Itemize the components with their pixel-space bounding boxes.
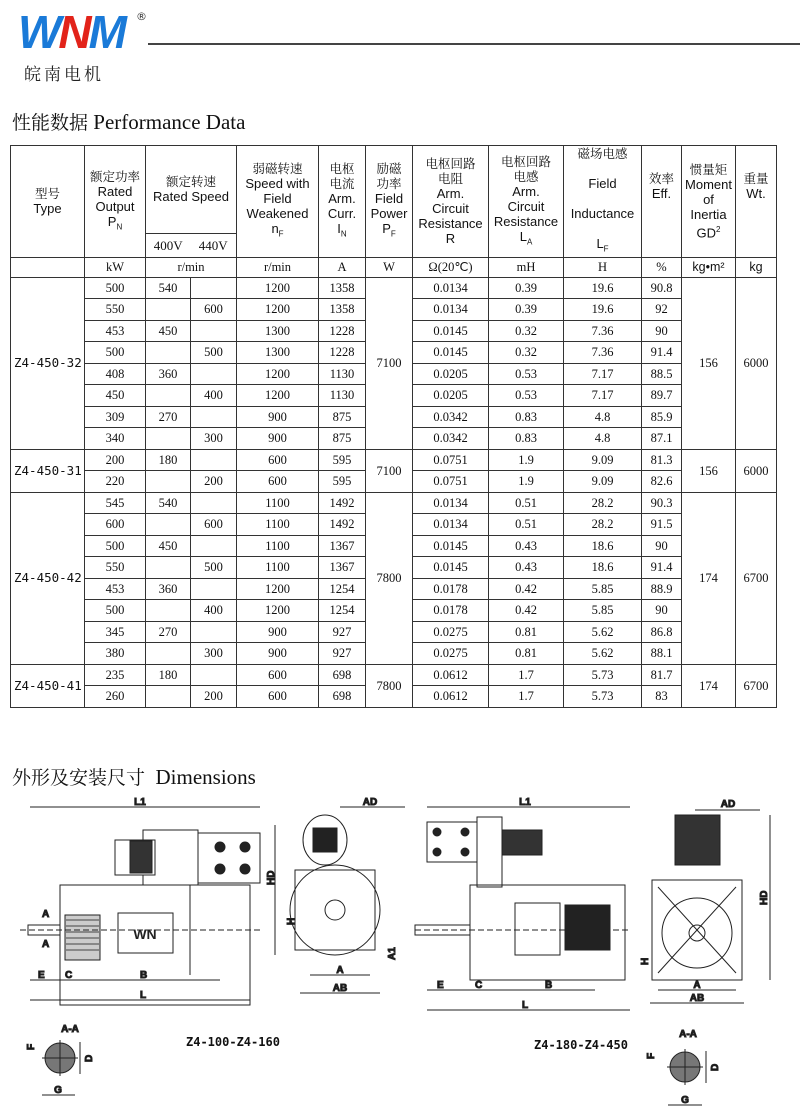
cell-field-inductance: 19.6: [564, 299, 642, 321]
cell-speed-400v: [146, 299, 191, 321]
cell-field-inductance: 7.36: [564, 320, 642, 342]
cell-field-speed: 1200: [237, 363, 319, 385]
cell-arm-resistance: 0.0751: [413, 471, 489, 493]
label-b-large: B: [545, 980, 553, 991]
caption-large-range: Z4-180-Z4-450: [534, 1038, 628, 1052]
cell-arm-resistance: 0.0134: [413, 277, 489, 299]
registered-mark: ®: [136, 10, 147, 23]
cell-inertia: 156: [682, 277, 736, 449]
cell-speed-400v: 270: [146, 621, 191, 643]
cell-arm-resistance: 0.0145: [413, 557, 489, 579]
cell-field-inductance: 4.8: [564, 428, 642, 450]
header-field-speed: 弱磁转速 Speed with Field Weakened $n_F$: [237, 146, 319, 258]
cell-rated-output: 340: [85, 428, 146, 450]
cell-arm-inductance: 1.7: [489, 664, 564, 686]
cell-inertia: 174: [682, 492, 736, 664]
nameplate-text: WN: [133, 926, 157, 942]
cell-rated-output: 545: [85, 492, 146, 514]
cell-field-inductance: 7.36: [564, 342, 642, 364]
cell-field-inductance: 28.2: [564, 514, 642, 536]
cell-rated-output: 309: [85, 406, 146, 428]
cell-rated-output: 260: [85, 686, 146, 708]
cell-speed-440v: 500: [191, 342, 237, 364]
cell-arm-inductance: 0.39: [489, 277, 564, 299]
cell-field-speed: 1200: [237, 385, 319, 407]
cell-speed-440v: 400: [191, 600, 237, 622]
brand-logo: [18, 8, 148, 83]
label-l1: L1: [134, 797, 146, 808]
terminal-box: [198, 833, 260, 883]
cell-efficiency: 90.3: [642, 492, 682, 514]
cell-efficiency: 87.1: [642, 428, 682, 450]
cell-arm-current: 1492: [319, 492, 366, 514]
cell-rated-output: 380: [85, 643, 146, 665]
cell-arm-current: 698: [319, 686, 366, 708]
cell-speed-440v: [191, 492, 237, 514]
cell-rated-output: 500: [85, 277, 146, 299]
label-a: A: [336, 965, 344, 976]
cell-field-speed: 1100: [237, 557, 319, 579]
cell-speed-440v: [191, 363, 237, 385]
cell-arm-current: 1130: [319, 385, 366, 407]
cell-speed-400v: [146, 686, 191, 708]
cell-speed-400v: [146, 342, 191, 364]
cell-arm-resistance: 0.0205: [413, 385, 489, 407]
cell-arm-resistance: 0.0342: [413, 406, 489, 428]
cell-arm-resistance: 0.0134: [413, 514, 489, 536]
cell-arm-current: 1254: [319, 600, 366, 622]
cell-efficiency: 91.4: [642, 342, 682, 364]
cell-efficiency: 88.9: [642, 578, 682, 600]
cell-arm-inductance: 0.32: [489, 342, 564, 364]
cell-speed-440v: 200: [191, 686, 237, 708]
cell-arm-resistance: 0.0178: [413, 578, 489, 600]
shaft-section-small: [20, 1020, 110, 1105]
cell-field-speed: 1200: [237, 277, 319, 299]
cell-arm-inductance: 0.42: [489, 578, 564, 600]
header-efficiency: 效率 Eff.: [642, 146, 682, 258]
cell-arm-resistance: 0.0145: [413, 320, 489, 342]
unit-watt: W: [366, 257, 413, 277]
cell-arm-inductance: 0.39: [489, 299, 564, 321]
cell-field-speed: 900: [237, 428, 319, 450]
cell-arm-current: 927: [319, 621, 366, 643]
cell-efficiency: 91.5: [642, 514, 682, 536]
cell-weight: 6000: [736, 277, 777, 449]
cell-field-power: 7800: [366, 664, 413, 707]
header-arm-resistance: 电枢回路 电阻 Arm. Circuit Resistance R: [413, 146, 489, 258]
cell-speed-400v: [146, 471, 191, 493]
unit-rpm-field: r/min: [237, 257, 319, 277]
cell-speed-400v: [146, 385, 191, 407]
cell-field-speed: 1100: [237, 514, 319, 536]
unit-kg: kg: [736, 257, 777, 277]
cell-arm-current: 875: [319, 406, 366, 428]
cell-type: Z4-450-32: [11, 277, 85, 449]
cell-type: Z4-450-31: [11, 449, 85, 492]
cell-inertia: 156: [682, 449, 736, 492]
cell-arm-resistance: 0.0134: [413, 299, 489, 321]
caption-small-range: Z4-100-Z4-160: [186, 1035, 280, 1049]
cell-rated-output: 453: [85, 578, 146, 600]
unit-percent: %: [642, 257, 682, 277]
label-g-large: G: [681, 1095, 689, 1106]
cell-speed-440v: 300: [191, 428, 237, 450]
table-row: [11, 277, 777, 299]
cell-speed-440v: 300: [191, 643, 237, 665]
vent-grille: [565, 905, 610, 950]
end-shield: [290, 865, 380, 955]
cell-arm-current: 595: [319, 471, 366, 493]
cell-field-inductance: 7.17: [564, 385, 642, 407]
cell-field-inductance: 18.6: [564, 535, 642, 557]
cell-speed-440v: [191, 621, 237, 643]
cell-speed-400v: 360: [146, 363, 191, 385]
cell-speed-440v: [191, 664, 237, 686]
label-ab: AB: [332, 983, 348, 994]
performance-table: [10, 145, 777, 708]
header-arm-current: 电枢 电流 Arm. Curr. $I_N$: [319, 146, 366, 258]
cell-speed-400v: 180: [146, 449, 191, 471]
cell-weight: 6000: [736, 449, 777, 492]
cell-arm-inductance: 1.9: [489, 449, 564, 471]
label-ad-large: AD: [720, 799, 736, 810]
header-rated-speed: 额定转速 Rated Speed: [146, 146, 237, 234]
cell-arm-resistance: 0.0342: [413, 428, 489, 450]
cell-arm-inductance: 1.9: [489, 471, 564, 493]
cell-field-speed: 1100: [237, 492, 319, 514]
cell-rated-output: 550: [85, 299, 146, 321]
label-f-small: F: [26, 1043, 37, 1050]
cell-field-speed: 1300: [237, 342, 319, 364]
blower-large: [675, 815, 720, 865]
label-d-small: D: [84, 1054, 95, 1062]
cell-field-speed: 600: [237, 449, 319, 471]
performance-title: 性能数据 Performance Data: [12, 110, 246, 134]
label-d-large: D: [710, 1063, 721, 1071]
cell-arm-current: 1358: [319, 299, 366, 321]
cell-field-inductance: 28.2: [564, 492, 642, 514]
cell-arm-current: 1228: [319, 342, 366, 364]
header-field-power: 励磁 功率 Field Power $P_F$: [366, 146, 413, 258]
unit-kw: kW: [85, 257, 146, 277]
cell-speed-400v: [146, 643, 191, 665]
table-row: [11, 664, 777, 686]
shaft-section-large: [640, 1025, 730, 1110]
unit-kgm2: kg•m²: [682, 257, 736, 277]
cell-efficiency: 90.8: [642, 277, 682, 299]
cell-field-inductance: 5.62: [564, 621, 642, 643]
blower-motor-large: [502, 830, 542, 855]
cell-efficiency: 88.1: [642, 643, 682, 665]
cell-rated-output: 500: [85, 342, 146, 364]
cell-arm-inductance: 0.32: [489, 320, 564, 342]
cell-speed-400v: 540: [146, 492, 191, 514]
cell-speed-400v: 450: [146, 320, 191, 342]
cell-field-inductance: 19.6: [564, 277, 642, 299]
cell-field-inductance: 5.85: [564, 600, 642, 622]
label-shaft-a-top: A: [42, 909, 50, 920]
cell-efficiency: 89.7: [642, 385, 682, 407]
unit-ohm: Ω(20℃): [413, 257, 489, 277]
cell-rated-output: 453: [85, 320, 146, 342]
cell-arm-current: 698: [319, 664, 366, 686]
cell-speed-400v: [146, 600, 191, 622]
label-e: E: [38, 970, 45, 981]
cell-speed-440v: [191, 320, 237, 342]
cell-type: Z4-450-41: [11, 664, 85, 707]
table-row: [11, 449, 777, 471]
cell-speed-440v: [191, 449, 237, 471]
unit-rpm: r/min: [146, 257, 237, 277]
cell-rated-output: 500: [85, 600, 146, 622]
cell-field-inductance: 5.73: [564, 686, 642, 708]
cell-field-inductance: 5.62: [564, 643, 642, 665]
cell-arm-current: 1367: [319, 557, 366, 579]
label-section-small: A-A: [61, 1024, 79, 1035]
label-l-large: L: [521, 1000, 529, 1011]
cell-field-inductance: 5.85: [564, 578, 642, 600]
header-inertia: 惯量矩 Moment of Inertia $GD^2$: [682, 146, 736, 258]
cell-arm-resistance: 0.0612: [413, 664, 489, 686]
cell-rated-output: 408: [85, 363, 146, 385]
cell-speed-440v: 600: [191, 299, 237, 321]
cell-arm-resistance: 0.0145: [413, 342, 489, 364]
header-weight: 重量 Wt.: [736, 146, 777, 258]
cell-rated-output: 345: [85, 621, 146, 643]
cell-weight: 6700: [736, 664, 777, 707]
table-row: [11, 492, 777, 514]
cell-weight: 6700: [736, 492, 777, 664]
unit-type: [11, 257, 85, 277]
cell-speed-400v: 270: [146, 406, 191, 428]
cell-efficiency: 91.4: [642, 557, 682, 579]
label-b: B: [140, 970, 148, 981]
cell-efficiency: 86.8: [642, 621, 682, 643]
cell-rated-output: 500: [85, 535, 146, 557]
cell-arm-inductance: 0.53: [489, 385, 564, 407]
cell-arm-resistance: 0.0134: [413, 492, 489, 514]
label-g-small: G: [54, 1085, 62, 1096]
cell-speed-440v: [191, 535, 237, 557]
cell-field-speed: 1200: [237, 299, 319, 321]
cell-efficiency: 90: [642, 320, 682, 342]
logo-wordmark: WNM: [18, 6, 124, 58]
cell-field-inductance: 5.73: [564, 664, 642, 686]
label-e-large: E: [437, 980, 444, 991]
cell-arm-inductance: 0.42: [489, 600, 564, 622]
cell-field-speed: 900: [237, 406, 319, 428]
cell-field-speed: 1200: [237, 600, 319, 622]
logo-chinese-name: 皖南电机: [24, 65, 104, 85]
cell-arm-current: 1358: [319, 277, 366, 299]
label-ab-large: AB: [689, 993, 705, 1004]
cell-speed-400v: [146, 428, 191, 450]
header-arm-inductance: 电枢回路 电感 Arm. Circuit Resistance $L_A$: [489, 146, 564, 258]
cell-efficiency: 88.5: [642, 363, 682, 385]
cell-field-inductance: 4.8: [564, 406, 642, 428]
cell-arm-current: 1130: [319, 363, 366, 385]
end-view-large-motor: [640, 795, 790, 1005]
cell-efficiency: 85.9: [642, 406, 682, 428]
cell-field-speed: 1200: [237, 578, 319, 600]
cell-inertia: 174: [682, 664, 736, 707]
label-l1-large: L1: [519, 797, 531, 808]
label-h: H: [286, 917, 297, 925]
cell-field-speed: 600: [237, 686, 319, 708]
cell-arm-inductance: 0.83: [489, 406, 564, 428]
end-view-small-motor: [266, 795, 410, 995]
label-hd: HD: [266, 870, 277, 885]
cell-arm-current: 1254: [319, 578, 366, 600]
cell-field-inductance: 9.09: [564, 449, 642, 471]
cell-field-power: 7100: [366, 449, 413, 492]
cell-arm-current: 1367: [319, 535, 366, 557]
cell-field-speed: 900: [237, 643, 319, 665]
side-view-large-motor: [415, 795, 635, 1015]
header-field-inductance: 磁场电感 Field Inductance $L_F$: [564, 146, 642, 258]
cell-arm-inductance: 0.53: [489, 363, 564, 385]
cell-rated-output: 220: [85, 471, 146, 493]
cell-efficiency: 81.3: [642, 449, 682, 471]
cell-arm-inductance: 0.81: [489, 643, 564, 665]
cell-arm-inductance: 0.43: [489, 535, 564, 557]
header-400v: 400V: [146, 233, 191, 257]
cell-field-speed: 600: [237, 471, 319, 493]
terminal-box-large: [427, 822, 477, 862]
cell-efficiency: 90: [642, 535, 682, 557]
cell-arm-current: 927: [319, 643, 366, 665]
cell-speed-400v: [146, 557, 191, 579]
cell-arm-resistance: 0.0178: [413, 600, 489, 622]
cell-arm-inductance: 0.81: [489, 621, 564, 643]
cell-field-speed: 600: [237, 664, 319, 686]
cell-field-speed: 1300: [237, 320, 319, 342]
unit-amp: A: [319, 257, 366, 277]
cell-arm-current: 1492: [319, 514, 366, 536]
cell-arm-resistance: 0.0145: [413, 535, 489, 557]
cell-field-inductance: 18.6: [564, 557, 642, 579]
cell-arm-inductance: 0.51: [489, 514, 564, 536]
label-c: C: [65, 970, 73, 981]
cell-arm-inductance: 0.43: [489, 557, 564, 579]
cell-efficiency: 81.7: [642, 664, 682, 686]
cell-efficiency: 90: [642, 600, 682, 622]
cell-speed-400v: 180: [146, 664, 191, 686]
cell-field-power: 7800: [366, 492, 413, 664]
cell-speed-440v: [191, 578, 237, 600]
cell-speed-440v: [191, 277, 237, 299]
unit-mh: mH: [489, 257, 564, 277]
label-section-large: A-A: [679, 1029, 697, 1040]
cell-speed-440v: [191, 406, 237, 428]
cell-field-inductance: 9.09: [564, 471, 642, 493]
cell-speed-440v: 200: [191, 471, 237, 493]
header-rated-output: 额定功率 Rated Output $P_N$: [85, 146, 146, 258]
cell-arm-inductance: 0.83: [489, 428, 564, 450]
cell-speed-400v: [146, 514, 191, 536]
cell-rated-output: 600: [85, 514, 146, 536]
cell-field-inductance: 7.17: [564, 363, 642, 385]
cell-arm-resistance: 0.0612: [413, 686, 489, 708]
cell-efficiency: 82.6: [642, 471, 682, 493]
header-divider: [148, 43, 800, 45]
label-f-large: F: [646, 1052, 657, 1059]
side-view-small-motor: [20, 795, 270, 1015]
cell-speed-440v: 500: [191, 557, 237, 579]
cell-speed-440v: 400: [191, 385, 237, 407]
cell-speed-440v: 600: [191, 514, 237, 536]
cell-arm-resistance: 0.0751: [413, 449, 489, 471]
cell-arm-resistance: 0.0205: [413, 363, 489, 385]
cell-arm-resistance: 0.0275: [413, 643, 489, 665]
header-440v: 440V: [191, 233, 237, 257]
cell-rated-output: 450: [85, 385, 146, 407]
label-ad: AD: [362, 797, 378, 808]
cell-speed-400v: 360: [146, 578, 191, 600]
label-hd-large: HD: [759, 890, 770, 905]
cell-arm-current: 1228: [319, 320, 366, 342]
dimensions-title: 外形及安装尺寸 Dimensions: [12, 765, 256, 789]
cell-rated-output: 235: [85, 664, 146, 686]
cell-speed-400v: 450: [146, 535, 191, 557]
cell-field-speed: 1100: [237, 535, 319, 557]
cell-speed-400v: 540: [146, 277, 191, 299]
label-h-large: H: [640, 957, 651, 965]
cell-arm-inductance: 1.7: [489, 686, 564, 708]
unit-h: H: [564, 257, 642, 277]
header-type: 型号 Type: [11, 146, 85, 258]
label-a1: A1: [387, 947, 398, 960]
cell-arm-current: 595: [319, 449, 366, 471]
cell-field-speed: 900: [237, 621, 319, 643]
label-a-large: A: [693, 980, 701, 991]
label-l: L: [140, 990, 147, 1001]
cell-efficiency: 92: [642, 299, 682, 321]
label-c-large: C: [475, 980, 483, 991]
cell-type: Z4-450-42: [11, 492, 85, 664]
cell-arm-inductance: 0.51: [489, 492, 564, 514]
cell-rated-output: 550: [85, 557, 146, 579]
cell-field-power: 7100: [366, 277, 413, 449]
cell-efficiency: 83: [642, 686, 682, 708]
cell-arm-current: 875: [319, 428, 366, 450]
cell-rated-output: 200: [85, 449, 146, 471]
label-shaft-a-bottom: A: [42, 939, 50, 950]
cell-arm-resistance: 0.0275: [413, 621, 489, 643]
